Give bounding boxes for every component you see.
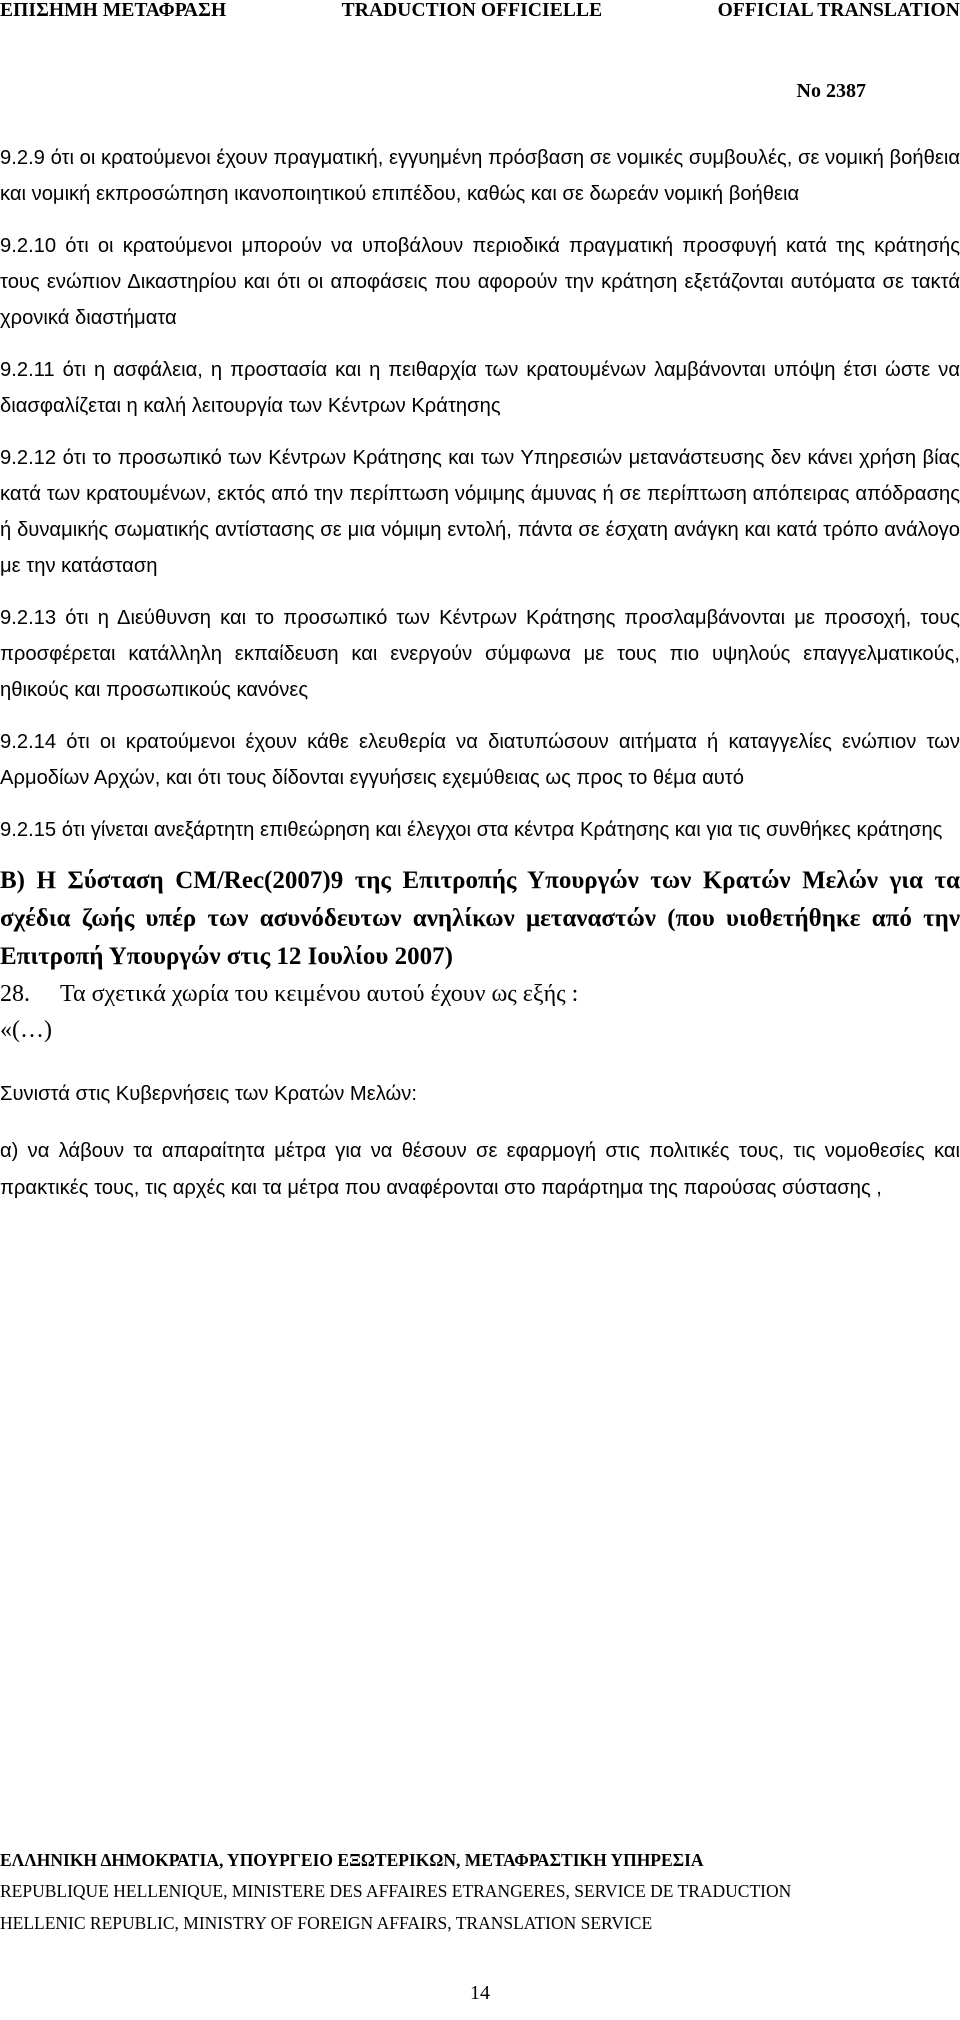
item-text: Τα σχετικά χωρία του κειμένου αυτού έχουν ως εξής : [60, 981, 579, 1007]
header-english-label: OFFICIAL TRANSLATION [717, 0, 960, 21]
footer-french-line: REPUBLIQUE HELLENIQUE, MINISTERE DES AFFAIRES ETRANGERES, SERVICE DE TRADUCTION [0, 1881, 792, 1901]
header-greek-label: ΕΠΙΣΗΜΗ ΜΕΤΑΦΡΑΣΗ [0, 0, 227, 21]
paragraph-9-2-12: 9.2.12 ότι το προσωπικό των Κέντρων Κράτησης και των Υπηρεσιών μετανάστευσης δεν κάνει χρήση βίας κατά των κρατουμένων, εκτός από την περίπτωση νόμιμης άμυνας ή σε περίπτωση απόπειρας απόδρασης ή δυναμικής σωματικής αντίστασης σε μια νόμιμη εντολή, πάντα σε έσχατη ανάγκη και κατά τρόπο ανάλογο με την κατάσταση [0, 447, 960, 577]
item-number: 28. [0, 981, 30, 1007]
paragraph-9-2-13: 9.2.13 ότι η Διεύθυνση και το προσωπικό των Κέντρων Κράτησης προσλαμβάνονται με προσοχή, τους προσφέρεται κατάλληλη εκπαίδευση και ενεργούν σύμφωνα με τους πιο υψηλούς επαγγελματικούς, ηθικούς και προσωπικούς κανόνες [0, 607, 960, 701]
paragraph-9-2-14: 9.2.14 ότι οι κρατούμενοι έχουν κάθε ελευθερία να διατυπώσουν αιτήματα ή καταγγελίες ενώπιον των Αρμοδίων Αρχών, και ότι τους δίδονται εγγυήσεις εχεμύθειας ως προς το θέμα αυτό [0, 731, 960, 789]
official-translation-banner [0, 0, 960, 22]
section-heading-b: Β) Η Σύσταση CM/Rec(2007)9 της Επιτροπής Υπουργών των Κρατών Μελών για τα σχέδια ζωής υπέρ των ασυνόδευτων ανηλίκων μεταναστών (που υιοθετήθηκε από την Επιτροπή Υπουργών στις 12 Ιουλίου 2007) [0, 867, 960, 970]
document-number: No 2387 [796, 80, 866, 102]
footer-greek-line: ΕΛΛΗΝΙΚΗ ΔΗΜΟΚΡΑΤΙΑ, ΥΠΟΥΡΓΕΙΟ ΕΞΩΤΕΡΙΚΩΝ, ΜΕΤΑΦΡΑΣΤΙΚΗ ΥΠΗΡΕΣΙΑ [0, 1850, 704, 1870]
paragraph-9-2-15: 9.2.15 ότι γίνεται ανεξάρτητη επιθεώρηση και έλεγχοι στα κέντρα Κράτησης και για τις συνθήκες κράτησης [0, 819, 943, 841]
footer [0, 1845, 960, 1939]
paragraph-9-2-11: 9.2.11 ότι η ασφάλεια, η προστασία και η πειθαρχία των κρατουμένων λαμβάνονται υπόψη έτσι ώστε να διασφαλίζεται η καλή λειτουργία των Κέντρων Κράτησης [0, 359, 960, 417]
paragraph-9-2-9: 9.2.9 ότι οι κρατούμενοι έχουν πραγματική, εγγυημένη πρόσβαση σε νομικές συμβουλές, σε νομική βοήθεια και νομική εκπροσώπηση ικανοποιητικού επιπέδου, καθώς και σε δωρεάν νομική βοήθεια [0, 147, 960, 205]
recommends-line: Συνιστά στις Κυβερνήσεις των Κρατών Μελών: [0, 1083, 417, 1105]
numbered-item-28 [0, 976, 960, 1012]
quote-opening: «(…) [0, 1017, 52, 1043]
footer-english-line: HELLENIC REPUBLIC, MINISTRY OF FOREIGN AFFAIRS, TRANSLATION SERVICE [0, 1913, 653, 1933]
point-a: α) να λάβουν τα απαραίτητα μέτρα για να θέσουν σε εφαρμογή στις πολιτικές τους, τις νομοθεσίες και πρακτικές τους, τις αρχές και τα μέτρα που αναφέρονται στο παράρτημα της παρούσας σύστασης , [0, 1140, 960, 1199]
page-number: 14 [470, 1982, 490, 2004]
paragraph-9-2-10: 9.2.10 ότι οι κρατούμενοι μπορούν να υποβάλουν περιοδικά πραγματική προσφυγή κατά της κράτησής τους ενώπιον Δικαστηρίου και ότι οι αποφάσεις που αφορούν την κράτηση εξετάζονται αυτόματα σε τακτά χρονικά διαστήματα [0, 235, 960, 329]
header-french-label: TRADUCTION OFFICIELLE [341, 0, 603, 21]
document-body [0, 140, 960, 1207]
